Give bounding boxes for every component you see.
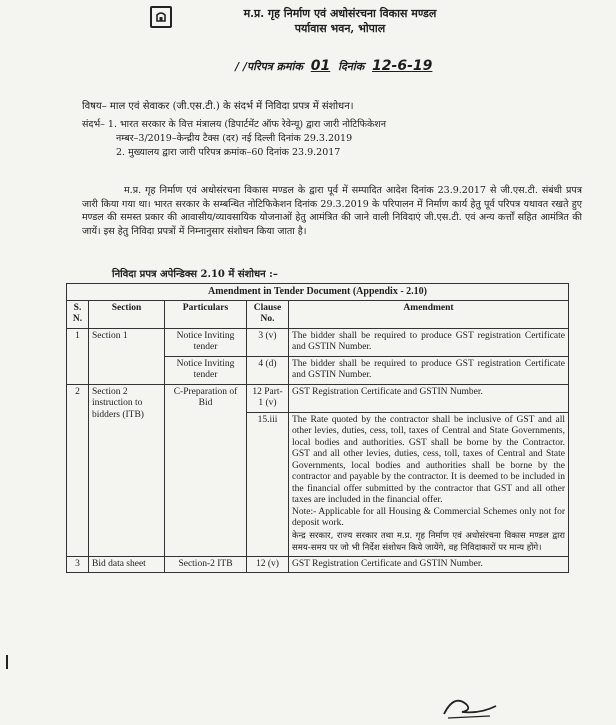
cell-clause: 15.iii — [247, 412, 289, 556]
cell-clause: 4 (d) — [247, 356, 289, 384]
cell-particulars: Section-2 ITB — [165, 556, 247, 573]
cell-amendment: GST Registration Certificate and GSTIN Number. — [289, 556, 569, 573]
table-row — [67, 556, 569, 573]
circular-prefix: / /परिपत्र क्रमांक — [235, 60, 303, 73]
table-header-row — [67, 300, 569, 328]
emblem-logo — [150, 6, 172, 28]
header-clause: Clause No. — [247, 300, 289, 328]
cell-particulars: Notice Inviting tender — [165, 356, 247, 384]
date-label: दिनांक — [338, 60, 365, 73]
cell-amendment — [289, 412, 569, 556]
emblem-icon — [154, 10, 168, 24]
reference-1-cont: नम्बर–3/2019–केन्द्रीय टैक्स (दर) नई दिल्ली दिनांक 29.3.2019 — [116, 133, 353, 144]
cell-clause: 12 Part-1 (v) — [247, 384, 289, 412]
amendment-rate-clause: The Rate quoted by the contractor shall be inclusive of GST and all other levies, duties, cess, toll, taxes of Central and State Governments, local bodies and authorities. GST shall be borne by the Contractor. GST and all other levies, duties, cess, toll, taxes of Central and State Governments, local bodies and authorities shall be borne by the contractor and payable by the contractor. It is deemed to be included in the financial offer submitted by the contractor that GST and all other taxes are included in the financial offer. — [292, 414, 565, 505]
reference-2: 2. मुख्यालय द्वारा जारी परिपत्र क्रमांक–60 दिनांक 23.9.2017 — [116, 147, 341, 158]
cell-sn: 1 — [67, 328, 89, 384]
cell-clause: 3 (v) — [247, 328, 289, 356]
margin-mark — [6, 655, 8, 669]
circular-number: 01 — [310, 58, 331, 74]
table-row — [67, 328, 569, 356]
table-title: Amendment in Tender Document (Appendix - 2.10) — [67, 284, 569, 301]
cell-sn: 3 — [67, 556, 89, 573]
org-address: पर्यावास भवन, भोपाल — [294, 22, 386, 35]
cell-particulars: Notice Inviting tender — [165, 328, 247, 356]
body-paragraph: म.प्र. गृह निर्माण एवं अधोसंरचना विकास मण्डल के द्वारा पूर्व में सम्पादित आदेश दिनांक 23.9.2017 से जी.एस.टी. संबंधी प्रपत्र जारी किया गया था। भारत सरकार के सम्बन्धित नोटिफिकेशन दिनांक 29.3.2019 के परिपालन में निर्माण कार्य हेतु पूर्व परिपत्र यथावत रखते हुए मण्डल की समस्त प्रकार की आवासीय/व्यावसायिक योजनाओं हेतु आमंत्रित की जाने वाली निविदाएं जी.एस.टी. एवं अन्य कर्त्तों सहित आमंत्रित की जायें। इस हेतु निविदा प्रपत्रों में निम्नानुसार संशोधन किया जाता है। — [82, 185, 582, 237]
cell-section: Bid data sheet — [89, 556, 165, 573]
cell-section: Section 1 — [89, 328, 165, 384]
annex-heading: निविदा प्रपत्र अपेन्डिक्स 2.10 में संशोधन :– — [112, 269, 278, 280]
header-amendment: Amendment — [289, 300, 569, 328]
header-particulars: Particulars — [165, 300, 247, 328]
reference-1: संदर्भ– 1. भारत सरकार के वित्त मंत्रालय (डिपार्टमेंट ऑफ रेवेन्यू) द्वारा जारी नोटिफिकेशन — [82, 119, 387, 130]
org-name: म.प्र. गृह निर्माण एवं अधोसंरचना विकास मण्डल — [243, 7, 437, 20]
cell-amendment: The bidder shall be required to produce GST registration Certificate and GSTIN Number. — [289, 328, 569, 356]
cell-section: Section 2 instruction to bidders (ITB) — [89, 384, 165, 556]
table-row — [67, 384, 569, 412]
amendment-hindi-note: केन्द्र सरकार, राज्य सरकार तथा म.प्र. गृह निर्माण एवं अधोसंरचना विकास मण्डल द्वारा समय-समय पर जो भी निर्देश संशोधन किये जायेंगे, वह निविदाकारों पर मान्य होंगे। — [292, 530, 565, 553]
amendment-table — [66, 283, 569, 573]
cell-clause: 12 (v) — [247, 556, 289, 573]
circular-date: 12-6-19 — [372, 58, 433, 74]
references — [82, 118, 386, 160]
cell-amendment: GST Registration Certificate and GSTIN Number. — [289, 384, 569, 412]
circular-number-line — [235, 58, 436, 74]
subject-line: विषय– माल एवं सेवाकर (जी.एस.टी.) के संदर्भ में निविदा प्रपत्र में संशोधन। — [82, 101, 354, 112]
amendment-note: Note:- Applicable for all Housing & Commercial Schemes only not for deposit work. — [292, 506, 565, 528]
cell-amendment: The bidder shall be required to produce GST registration Certificate and GSTIN Number. — [289, 356, 569, 384]
signature-mark — [440, 690, 500, 720]
cell-sn: 2 — [67, 384, 89, 556]
header-sn: S. N. — [67, 300, 89, 328]
organization-header — [210, 6, 470, 36]
header-section: Section — [89, 300, 165, 328]
cell-particulars: C-Preparation of Bid — [165, 384, 247, 556]
